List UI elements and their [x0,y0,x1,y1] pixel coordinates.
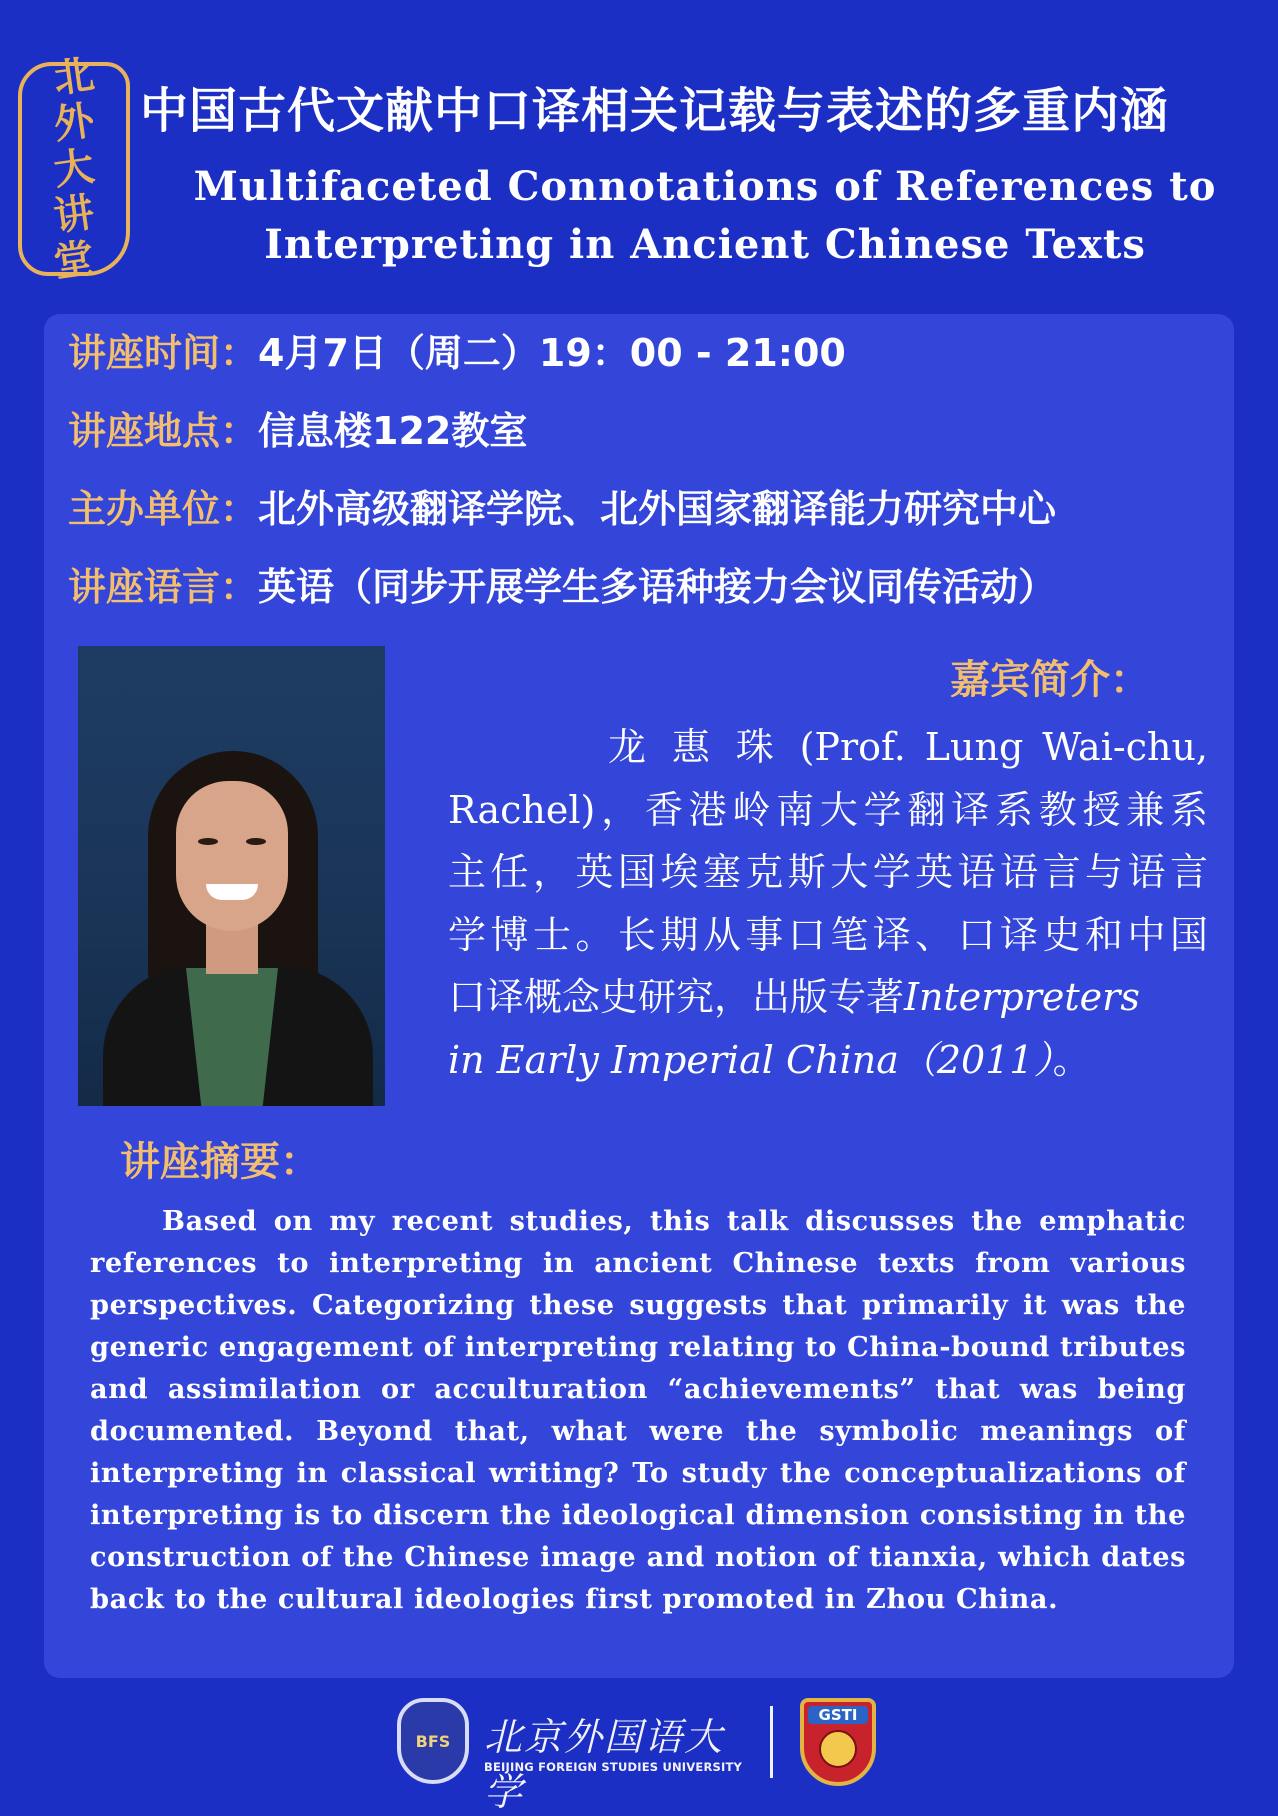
seal-char: 北 [50,50,98,103]
lecture-time-value: 4月7日（周二）19：00 - 21:00 [258,331,846,375]
host-label: 主办单位： [68,487,259,531]
gsti-emblem-logo [800,1698,876,1786]
language-label: 讲座语言： [68,565,259,609]
seal-char: 堂 [50,234,98,287]
logo-divider [770,1706,773,1778]
seal-char: 外 [50,96,98,149]
seal-char: 大 [50,142,98,195]
book-title-part: in Early Imperial China（2011） [448,1037,1053,1082]
bio-line: 主任，英国埃塞克斯大学英语语言与语言 [448,850,1208,894]
bio-line: Rachel)，香港岭南大学翻译系教授兼系 [448,787,1208,832]
host-row [68,478,1056,538]
footer-logos [0,1698,1278,1814]
globe-icon [819,1730,857,1768]
bio-line [448,966,1208,1029]
bio-text: 。 [1052,1037,1091,1082]
gsti-badge-text: GSTI [808,1706,868,1724]
bio-text: 口译概念史研究，出版专著 [448,975,905,1019]
seal-char: 讲 [50,188,98,241]
lecture-place-value: 信息楼122教室 [258,409,528,453]
lecture-time-label: 讲座时间： [68,331,259,375]
bfsu-emblem-logo: BFS [397,1698,469,1784]
bio-line [448,1029,1208,1092]
language-value: 英语（同步开展学生多语种接力会议同传活动） [258,565,1057,609]
title-chinese: 中国古代文献中口译相关记载与表述的多重内涵 [140,83,1170,139]
lecture-time-row [68,322,846,382]
bfsu-english-name: BEIJING FOREIGN STUDIES UNIVERSITY [484,1760,743,1774]
bfsu-name-logo: 北京外国语大学 [484,1715,725,1814]
lecture-series-seal-logo [18,50,130,287]
bio-line: 学博士。长期从事口笔译、口译史和中国 [448,912,1208,957]
language-row [68,556,1056,616]
title-english-line: Multifaceted Connotations of References to [193,163,1217,210]
lecture-place-row [68,400,527,460]
lecture-place-label: 讲座地点： [68,409,259,453]
bio-line: 龙 惠 珠 (Prof. Lung Wai-chu, [608,725,1208,769]
host-value: 北外高级翻译学院、北外国家翻译能力研究中心 [258,487,1057,531]
book-title-part: Interpreters [904,975,1140,1019]
abstract-heading: 讲座摘要： [120,1139,320,1185]
speaker-photo [78,646,385,1106]
speaker-intro-heading: 嘉宾简介： [950,657,1150,703]
title-english [150,158,1260,274]
abstract-text: Based on my recent studies, this talk discusses the emphatic references to interpreting in ancient Chinese texts from various perspectives. Categorizing these suggests that primarily it was the generic engagement of interpreting relating to China-bound tributes and assimilation or acculturation “achievements” that was being documented. Beyond that, what were the symbolic meanings of interpreting in classical writing? To study the conceptualizations of interpreting is to discern the ideological dimension consisting in the construction of the Chinese image and notion of tianxia, which dates back to the cultural ideologies first promoted in Zhou China. [90,1205,1186,1615]
speaker-bio [448,716,1208,1091]
title-english-line: Interpreting in Ancient Chinese Texts [264,221,1146,268]
